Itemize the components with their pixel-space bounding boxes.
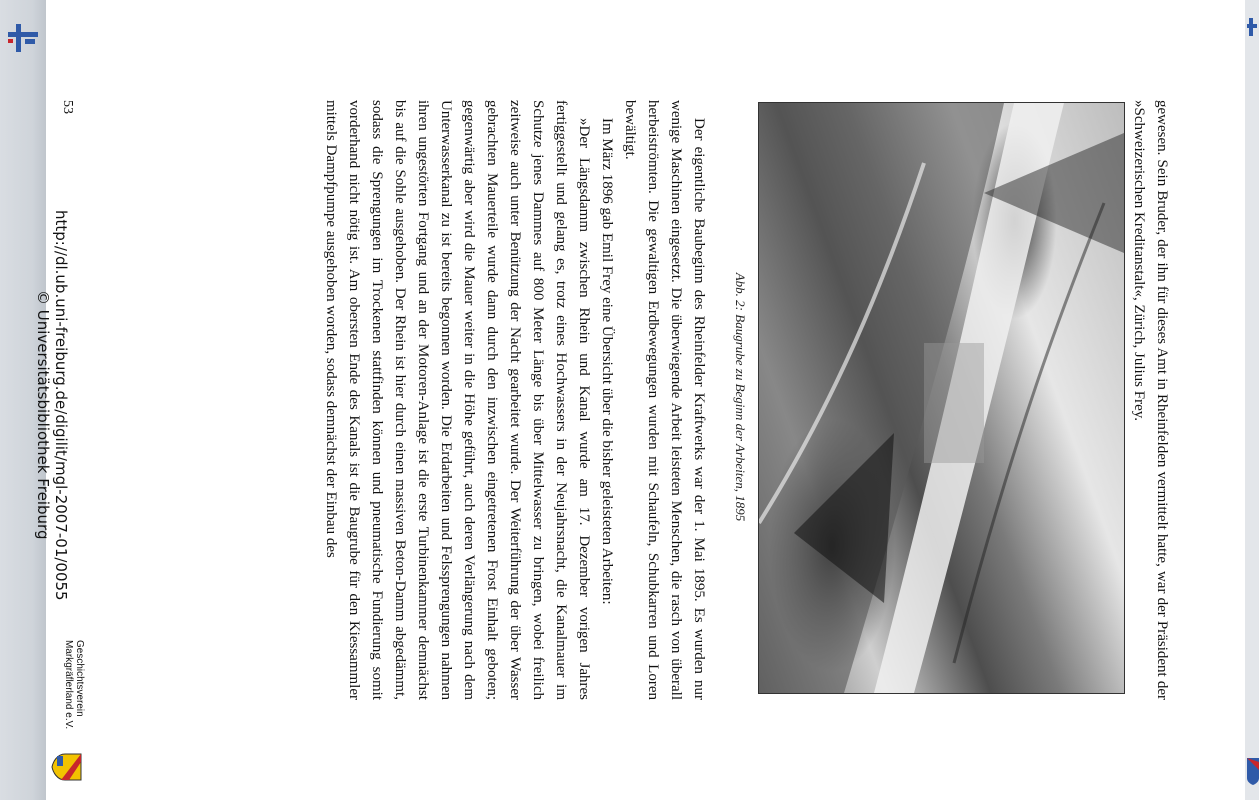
intro-paragraph	[1127, 100, 1173, 700]
figure-photo-construction-pit	[758, 102, 1125, 694]
footer-url[interactable]: http://dl.ub.uni-freiburg.de/digilit/mgl-2007-01/0055	[52, 210, 70, 601]
society-label	[63, 640, 85, 729]
coat-of-arms-icon	[51, 752, 83, 782]
right-margin-strip	[1245, 0, 1259, 800]
photo-texture	[759, 103, 1124, 693]
left-margin-strip	[0, 0, 46, 800]
intro-text: gewesen. Sein Bruder, der ihn für dieses Amt in Rheinfelden vermittelt hatte, war der Präsident der »Schweizerischen Kreditanstalt«, Zürich, Julius Frey.	[1131, 100, 1170, 700]
page-edge-logo-icon	[1247, 18, 1257, 36]
page-edge-badge-icon	[1247, 756, 1259, 786]
paragraph-3: »Der Längsdamm zwischen Rhein und Kanal wurde am 17. Dezember vorigen Jahres fertiggestellt und gelang es, trotz eines Hochwassers in der Neujahrsnacht, die Kanalmauer im Schutze jenes Dammes auf 800 Meter Länge bis über Mittelwasser zu bringen, wobei freilich zeitweise auch unter Benützung der Nacht gearbeitet wurde. Der Weiterführung der über Wasser gebrachten Mauerteile wurde dann durch den inzwischen eingetretenen Frost Einhalt geboten; gegenwärtig aber wird die Mauer weiter in die Höhe geführt, auch deren Verlängerung nach dem Unterwasserkanal zu ist bereits begonnen worden. Die Erdarbeiten und Felssprengungen nahmen ihren ungestörten Fortgang und an der Motoren-Anlage ist die erste Turbinenkammer demnächst bis auf die Sohle ausgehoben. Der Rhein ist hier durch einen massiven Beton-Damm abgedämmt, sodass die Sprengungen im Trockenen stattfinden können und pneumatische Fundierung somit vorderhand nicht nötig ist. Am obersten Ende des Kanals ist die Baugrube für den Kiessammler mittels Dampfpumpe ausgehoben worden, sodass demnächst der Einbau des	[323, 100, 592, 700]
main-text	[319, 100, 710, 700]
document-viewport[interactable]	[46, 0, 1245, 800]
page-number: 53	[60, 100, 75, 114]
paragraph-2: Im März 1896 gab Emil Frey eine Übersicht über die bisher geleisteten Arbeiten:	[599, 118, 615, 605]
society-line-2: Markgräflerland e.V.	[63, 640, 74, 730]
paragraph-1: Der eigentliche Baubeginn des Rheinfelder Kraftwerks war der 1. Mai 1895. Es wurden nur wenige Maschinen eingesetzt. Die überwiegende Arbeit leisteten Menschen, die rasch von überall herbeiströmten. Die gewaltigen Erdbewegungen wurden mit Schaufeln, Schubkarren und Loren bewältigt.	[622, 100, 707, 700]
library-logo-icon	[8, 24, 38, 52]
society-line-1: Geschichtsverein	[74, 640, 85, 717]
scanned-page-rotated	[46, 0, 1245, 800]
figure-caption: Abb. 2: Baugrube zu Beginn der Arbeiten, 1895	[733, 272, 748, 522]
footer-copyright: © Universitätsbibliothek Freiburg	[34, 290, 52, 540]
